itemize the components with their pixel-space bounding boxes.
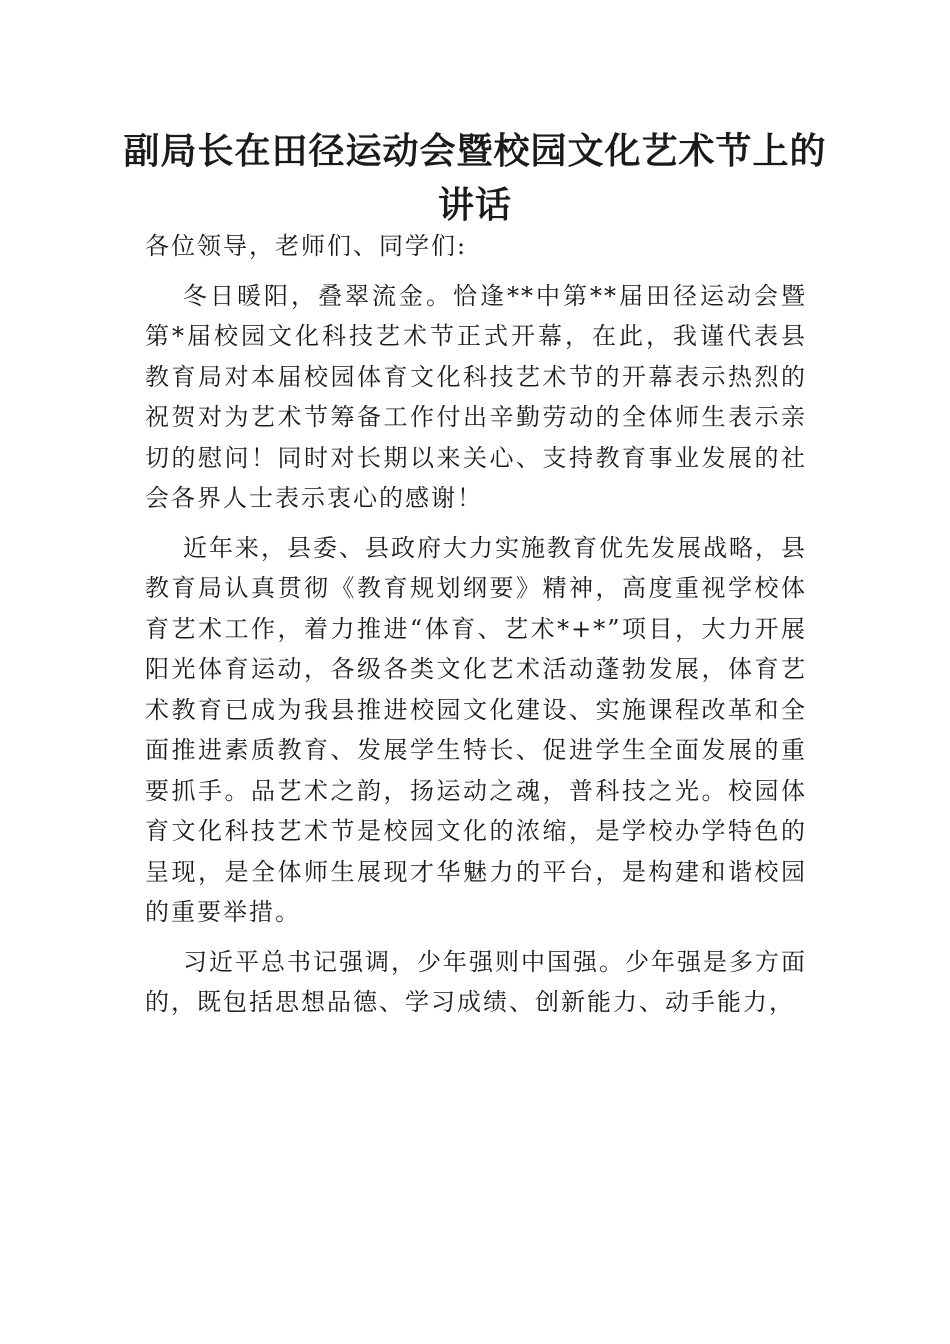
document-title: 副局长在田径运动会暨校园文化艺术节上的讲话 xyxy=(123,130,827,226)
salutation: 各位领导，老师们、同学们: xyxy=(145,232,468,260)
paragraph-2: 近年来，县委、县政府大力实施教育优先发展战略，县教育局认真贯彻《教育规划纲要》精神，高度重视学校体育艺术工作，着力推进“体育、艺术*+*”项目，大力开展阳光体育运动，各级各类文化艺术活动蓬勃发展，体育艺术教育已成为我县推进校园文化建设、实施课程改革和全面推进素质教育、发展学生特长、促进学生全面发展的重要抓手。品艺术之韵，扬运动之魂，普科技之光。校园体育文化科技艺术节是校园文化的浓缩，是学校办学特色的呈现，是全体师生展现才华魅力的平台，是构建和谐校园的重要举措。 xyxy=(145,533,807,926)
paragraph-3: 习近平总书记强调，少年强则中国强。少年强是多方面的，既包括思想品德、学习成绩、创新能力、动手能力， xyxy=(145,947,807,1016)
document-body xyxy=(145,226,807,1032)
paragraph-1: 冬日暖阳，叠翠流金。恰逢**中第**届田径运动会暨第*届校园文化科技艺术节正式开幕，在此，我谨代表县教育局对本届校园体育文化科技艺术节的开幕表示热烈的祝贺对为艺术节筹备工作付出辛勤劳动的全体师生表示亲切的慰问！同时对长期以来关心、支持教育事业发展的社会各界人士表示衷心的感谢！ xyxy=(145,281,807,512)
